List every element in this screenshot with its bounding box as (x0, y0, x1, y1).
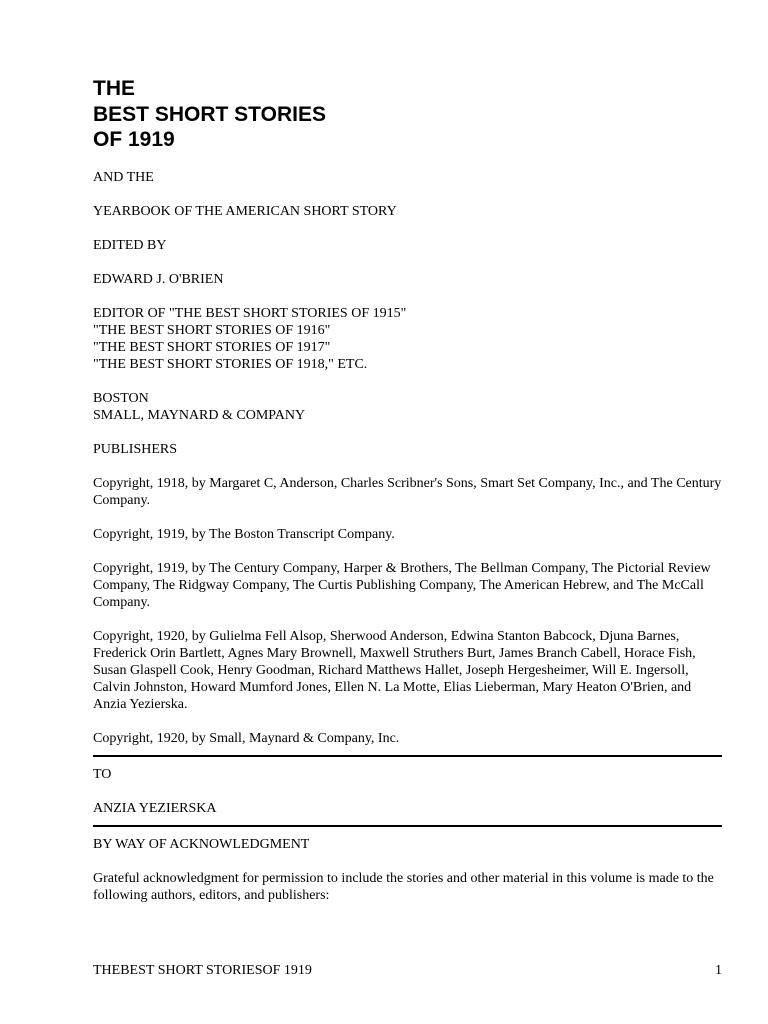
title-line-3: OF 1919 (93, 128, 175, 151)
copyright-paragraph: Copyright, 1920, by Small, Maynard & Company, Inc. (93, 731, 400, 746)
editor-of-line: "THE BEST SHORT STORIES OF 1918," ETC. (93, 357, 368, 372)
editor-of-line: "THE BEST SHORT STORIES OF 1916" (93, 323, 331, 338)
editor-of-block (93, 305, 722, 373)
running-title: THEBEST SHORT STORIESOF 1919 (93, 963, 312, 978)
page-footer (93, 962, 722, 979)
edited-by-text: EDITED BY (93, 238, 167, 253)
document-body (93, 169, 722, 921)
publisher-name: SMALL, MAYNARD & COMPANY (93, 408, 306, 423)
copyright-paragraph: Copyright, 1920, by Gulielma Fell Alsop, Sherwood Anderson, Edwina Stanton Babcock, Djuna Barnes, Frederick Orin Bartlett, Agnes Mary Brownell, Maxwell Struthers Burt, James Branch Cabell, Horace Fish, Susan Glaspell Cook, Henry Goodman, Richard Matthews Hallet, Joseph Hergesheimer, Will E. Ingersoll, Calvin Johnston, Howard Mumford Jones, Ellen N. La Motte, Elias Lieberman, Mary Heaton O'Brien, and Anzia Yezierska. (93, 629, 696, 712)
and-the-text: AND THE (93, 170, 154, 185)
copyright-paragraph: Copyright, 1918, by Margaret C, Anderson, Charles Scribner's Sons, Smart Set Company, Inc., and The Century Company. (93, 476, 722, 508)
dedication-name: ANZIA YEZIERSKA (93, 801, 217, 816)
editor-of-line: "THE BEST SHORT STORIES OF 1917" (93, 340, 331, 355)
title-line-1: THE (93, 77, 135, 100)
section-divider (93, 825, 722, 827)
yearbook-text: YEARBOOK OF THE AMERICAN SHORT STORY (93, 204, 397, 219)
acknowledgment-text: Grateful acknowledgment for permission to include the stories and other material in this volume is made to the following authors, editors, and publishers: (93, 871, 714, 903)
publisher-block (93, 390, 722, 424)
publisher-city: BOSTON (93, 391, 149, 406)
editor-name: EDWARD J. O'BRIEN (93, 272, 224, 287)
section-divider (93, 755, 722, 757)
copyright-paragraph: Copyright, 1919, by The Boston Transcript Company. (93, 527, 395, 542)
copyright-paragraph: Copyright, 1919, by The Century Company, Harper & Brothers, The Bellman Company, The Pictorial Review Company, The Ridgway Company, The Curtis Publishing Company, The American Hebrew, and The McCall Company. (93, 561, 711, 610)
page-number: 1 (715, 963, 722, 978)
publishers-label: PUBLISHERS (93, 442, 178, 457)
document-page (93, 0, 722, 1024)
dedication-to: TO (93, 767, 112, 782)
title-line-2: BEST SHORT STORIES (93, 102, 326, 126)
book-title (93, 76, 326, 153)
editor-of-line: EDITOR OF "THE BEST SHORT STORIES OF 1915" (93, 306, 407, 321)
acknowledgment-heading: BY WAY OF ACKNOWLEDGMENT (93, 837, 310, 852)
